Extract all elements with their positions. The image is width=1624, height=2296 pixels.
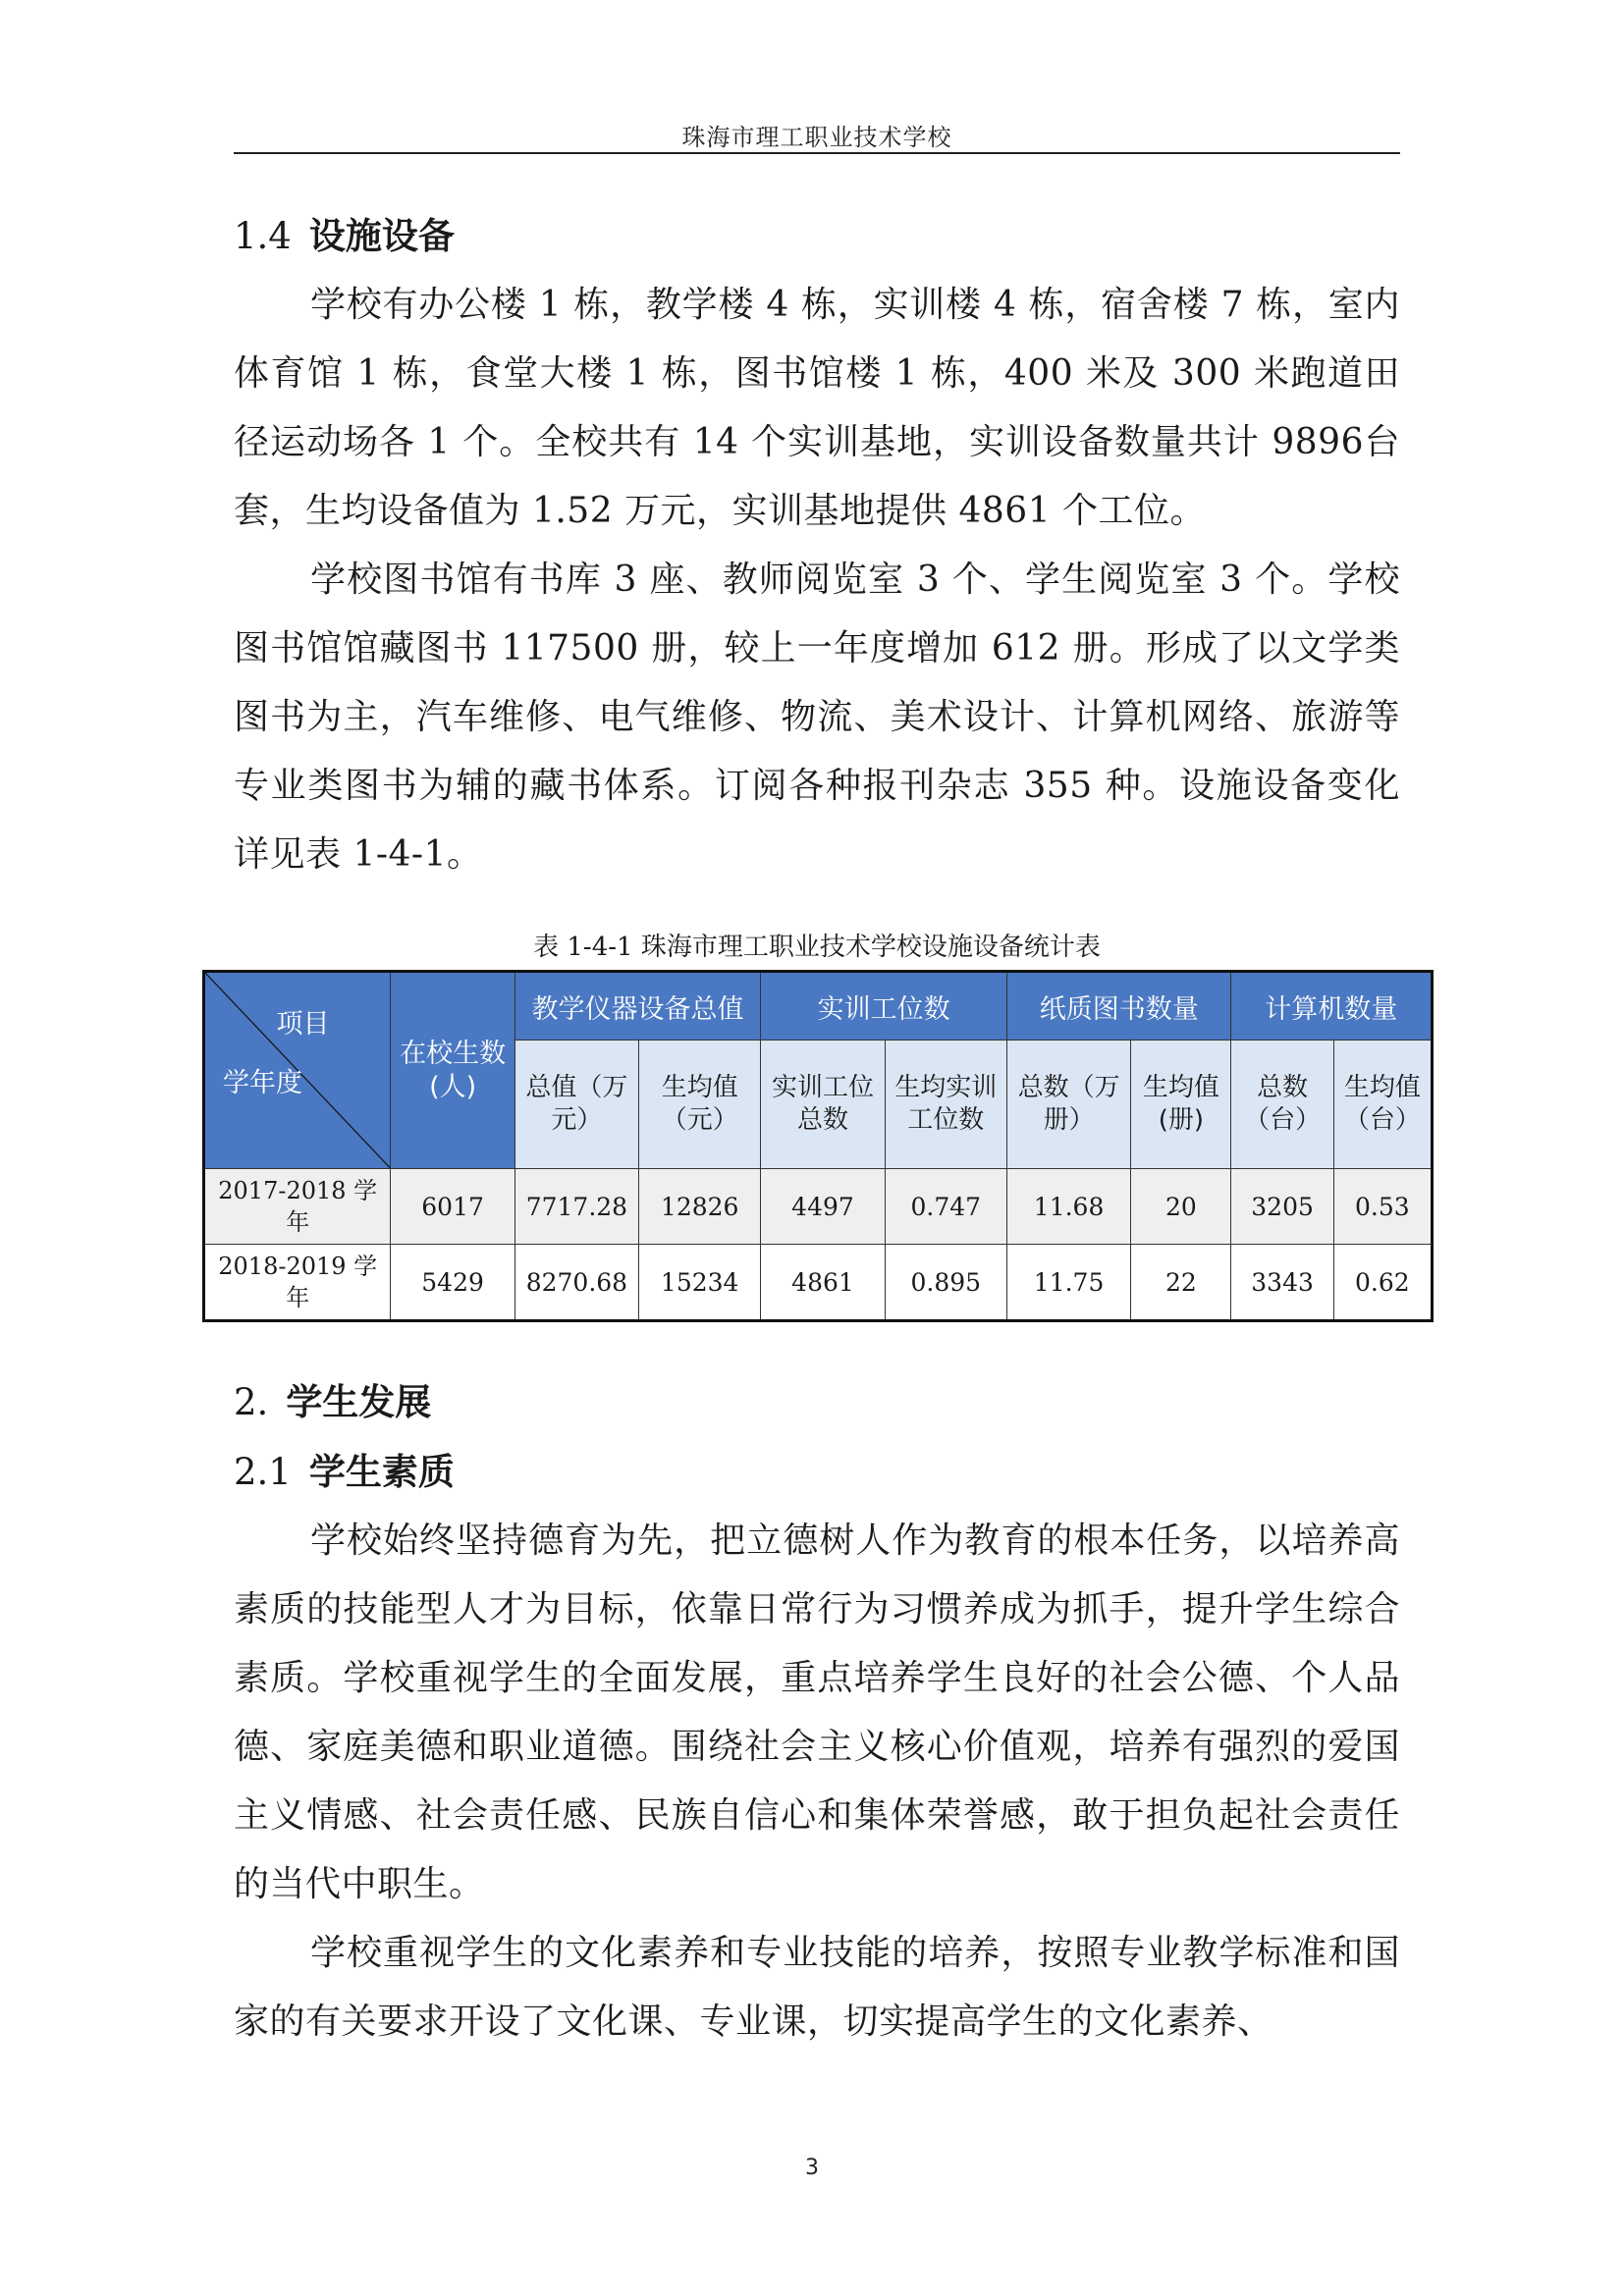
header-books: 纸质图书数量: [1006, 972, 1231, 1041]
facilities-table-wrapper: [202, 970, 1434, 1322]
subheader: 总数（万册）: [1006, 1041, 1130, 1169]
table-cell: 6017: [391, 1169, 514, 1245]
table-cell: 4497: [761, 1169, 885, 1245]
spacer: [234, 1322, 1400, 1367]
section-number: 2.1: [234, 1451, 292, 1493]
header-equipment-value: 教学仪器设备总值: [514, 972, 761, 1041]
table-row: [204, 1245, 1433, 1321]
table-cell: 11.75: [1006, 1245, 1130, 1321]
table-cell: 4861: [761, 1245, 885, 1321]
subheader: 总值（万元）: [514, 1041, 638, 1169]
section-heading-1-4: [234, 201, 1400, 271]
table-row: [204, 1169, 1433, 1245]
running-header: 珠海市理工职业技术学校: [681, 124, 952, 151]
paragraph: 学校有办公楼 1 栋，教学楼 4 栋，实训楼 4 栋，宿舍楼 7 栋，室内体育馆 1 栋，食堂大楼 1 栋，图书馆楼 1 栋，400 米及 300 米跑道田径运动场各 1 个。全校共有 14 个实训基地，实训设备数量共计 9896台套，生均设备值为 1.52 万元，实训基地提供 4861 个工位。: [234, 285, 1400, 531]
subheader: 生均值（元）: [639, 1041, 761, 1169]
subheader: 生均实训工位数: [885, 1041, 1006, 1169]
paragraph: 学校重视学生的文化素养和专业技能的培养，按照专业教学标准和国家的有关要求开设了文化课、专业课，切实提高学生的文化素养、: [234, 1933, 1400, 2042]
table-cell: 3343: [1231, 1245, 1333, 1321]
corner-label-item: 项目: [276, 1009, 330, 1040]
page-number: 3: [805, 2156, 819, 2180]
table-cell: 20: [1131, 1169, 1231, 1245]
section-number: 2.: [234, 1381, 269, 1423]
section-title: 学生素质: [308, 1450, 455, 1493]
table-cell: 0.62: [1333, 1245, 1432, 1321]
subheader: 生均值（台）: [1333, 1041, 1432, 1169]
section-heading-2-1: [234, 1437, 1400, 1507]
section-heading-2: [234, 1367, 1400, 1437]
table-caption: 表 1-4-1 珠海市理工职业技术学校设施设备统计表: [533, 933, 1101, 962]
table-cell: 0.895: [885, 1245, 1006, 1321]
subheader: 生均值(册): [1131, 1041, 1231, 1169]
table-cell: 11.68: [1006, 1169, 1130, 1245]
section-number: 1.4: [234, 215, 292, 257]
table-cell: 12826: [639, 1169, 761, 1245]
header-enrolled: 在校生数(人): [391, 972, 514, 1169]
table-cell: 5429: [391, 1245, 514, 1321]
subheader: 实训工位总数: [761, 1041, 885, 1169]
section-title: 学生发展: [286, 1380, 432, 1423]
page-content: [218, 201, 1421, 2056]
table-cell: 8270.68: [514, 1245, 638, 1321]
table-cell-year: 2018-2019 学年: [204, 1245, 391, 1321]
section-title: 设施设备: [308, 214, 455, 257]
table-cell-year: 2017-2018 学年: [204, 1169, 391, 1245]
header-rule: [234, 152, 1400, 154]
facilities-table: [202, 970, 1434, 1322]
paragraph: 学校始终坚持德育为先，把立德树人作为教育的根本任务，以培养高素质的技能型人才为目标，依靠日常行为习惯养成为抓手，提升学生综合素质。学校重视学生的全面发展，重点培养学生良好的社会公德、个人品德、家庭美德和职业道德。围绕社会主义核心价值观，培养有强烈的爱国主义情感、社会责任感、民族自信心和集体荣誉感，敢于担负起社会责任的当代中职生。: [234, 1521, 1400, 1904]
table-cell: 22: [1131, 1245, 1231, 1321]
header-workstations: 实训工位数: [761, 972, 1007, 1041]
table-corner-cell: [204, 972, 391, 1169]
header-computers: 计算机数量: [1231, 972, 1433, 1041]
table-cell: 0.747: [885, 1169, 1006, 1245]
corner-label-year: 学年度: [223, 1068, 302, 1098]
table-cell: 3205: [1231, 1169, 1333, 1245]
table-cell: 7717.28: [514, 1169, 638, 1245]
table-cell: 15234: [639, 1245, 761, 1321]
paragraph: 学校图书馆有书库 3 座、教师阅览室 3 个、学生阅览室 3 个。学校图书馆馆藏图书 117500 册，较上一年度增加 612 册。形成了以文学类图书为主，汽车维修、电气维修、物流、美术设计、计算机网络、旅游等专业类图书为辅的藏书体系。订阅各种报刊杂志 355 种。设施设备变化详见表 1-4-1。: [234, 560, 1400, 875]
table-cell: 0.53: [1333, 1169, 1432, 1245]
subheader: 总数（台）: [1231, 1041, 1333, 1169]
